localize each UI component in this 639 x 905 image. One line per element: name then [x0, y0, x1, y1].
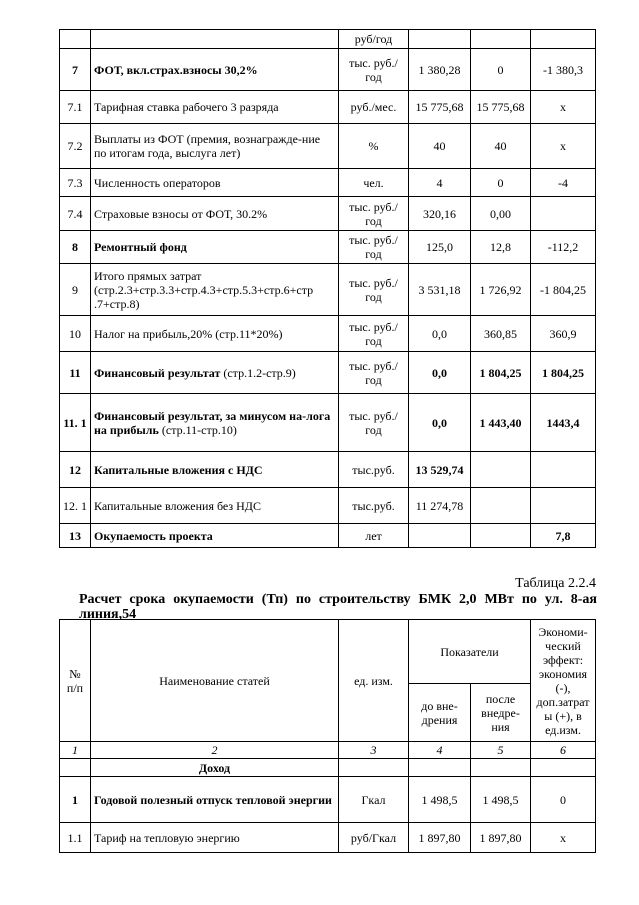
row-after — [471, 524, 531, 548]
section-blank — [409, 759, 471, 777]
row-name — [91, 169, 339, 197]
row-name-text: Окупаемость проекта — [94, 528, 213, 543]
row-unit: тыс. руб./год — [339, 197, 409, 231]
row-after — [471, 30, 531, 49]
row-before: 13 529,74 — [409, 452, 471, 488]
row-name-text: ФОТ, вкл.страх.взносы 30,2% — [94, 62, 258, 77]
row-after: 360,85 — [471, 316, 531, 352]
row-name-text: Финансовый результат, за минусом на-лога на прибыль — [94, 408, 331, 437]
row-unit: тыс. руб./год — [339, 394, 409, 452]
row-unit: руб/Гкал — [339, 823, 409, 853]
row-after — [471, 452, 531, 488]
row-num: 11 — [60, 352, 91, 394]
row-unit: тыс. руб./год — [339, 352, 409, 394]
row-name-text: Тарифная ставка рабочего 3 разряда — [94, 100, 279, 114]
row-num: 1 — [60, 777, 91, 823]
row-effect — [531, 197, 596, 231]
row-after: 0 — [471, 49, 531, 91]
row-name — [91, 264, 339, 316]
header-name: Наименование статей — [91, 620, 339, 742]
row-before: 40 — [409, 124, 471, 169]
row-num: 9 — [60, 264, 91, 316]
colnum-4: 4 — [409, 742, 471, 759]
row-num: 13 — [60, 524, 91, 548]
row-after: 1 804,25 — [471, 352, 531, 394]
header-effect: Экономи-ческий эффект: экономия (-), доп.затрат ы (+), в ед.изм. — [531, 620, 596, 742]
row-before — [409, 524, 471, 548]
colnum-5: 5 — [471, 742, 531, 759]
row-unit: тыс. руб./год — [339, 231, 409, 264]
row-num: 7.3 — [60, 169, 91, 197]
header-after: после внедре-ния — [471, 684, 531, 742]
row-name-suffix: (стр.1.2-стр.9) — [220, 365, 296, 380]
payback-table-top — [59, 29, 596, 548]
row-after — [471, 488, 531, 524]
row-unit: % — [339, 124, 409, 169]
row-effect — [531, 452, 596, 488]
row-name — [91, 352, 339, 394]
header-indicators: Показатели — [409, 620, 531, 684]
row-unit: тыс. руб./год — [339, 49, 409, 91]
row-unit: тыс.руб. — [339, 488, 409, 524]
row-before: 3 531,18 — [409, 264, 471, 316]
table-row — [60, 169, 596, 197]
row-effect: 1 804,25 — [531, 352, 596, 394]
row-effect — [531, 30, 596, 49]
row-after: 1 498,5 — [471, 777, 531, 823]
row-num — [60, 30, 91, 49]
row-num: 7.4 — [60, 197, 91, 231]
row-unit: Гкал — [339, 777, 409, 823]
row-effect: х — [531, 91, 596, 124]
table-row — [60, 30, 596, 49]
row-effect: -1 804,25 — [531, 264, 596, 316]
row-name — [91, 452, 339, 488]
row-num: 8 — [60, 231, 91, 264]
row-unit: тыс. руб./год — [339, 316, 409, 352]
table-label: Таблица 2.2.4 — [515, 576, 596, 591]
row-name-text: Налог на прибыль,20% (стр.11*20%) — [94, 326, 283, 341]
table-row — [60, 352, 596, 394]
table-row — [60, 264, 596, 316]
row-effect: х — [531, 823, 596, 853]
row-num: 12 — [60, 452, 91, 488]
table-row — [60, 231, 596, 264]
row-name-text: Выплаты из ФОТ (премия, вознагражде-ние по итогам года, выслуга лет) — [94, 132, 321, 160]
table-row — [60, 488, 596, 524]
row-name — [91, 394, 339, 452]
table-row — [60, 197, 596, 231]
header-num: № п/п — [60, 620, 91, 742]
row-name-text: Капитальные вложения без НДС — [94, 498, 261, 513]
table-row — [60, 452, 596, 488]
table-row — [60, 49, 596, 91]
row-effect: -4 — [531, 169, 596, 197]
row-name-text: Итого прямых затрат (стр.2.3+стр.3.3+стр.4.3+стр.5.3+стр.6+стр .7+стр.8) — [94, 268, 314, 311]
row-unit: тыс. руб./год — [339, 264, 409, 316]
row-before: 1 498,5 — [409, 777, 471, 823]
section-title: Доход — [91, 759, 339, 777]
section-blank — [339, 759, 409, 777]
row-before: 11 274,78 — [409, 488, 471, 524]
table-row — [60, 124, 596, 169]
row-num: 7 — [60, 49, 91, 91]
row-name-text: Годовой полезный отпуск тепловой энергии — [94, 792, 332, 807]
row-unit: лет — [339, 524, 409, 548]
row-before: 15 775,68 — [409, 91, 471, 124]
row-name-suffix: (стр.11-стр.10) — [158, 422, 237, 437]
table-row — [60, 91, 596, 124]
section-blank — [60, 759, 91, 777]
row-name — [91, 124, 339, 169]
row-name-text: Страховые взносы от ФОТ, 30.2% — [94, 206, 268, 221]
row-name-text: Ремонтный фонд — [94, 240, 187, 254]
row-effect: 360,9 — [531, 316, 596, 352]
table-row — [60, 316, 596, 352]
table-row — [60, 777, 596, 823]
row-effect: х — [531, 124, 596, 169]
row-num: 11. 1 — [60, 394, 91, 452]
row-name — [91, 30, 339, 49]
row-effect: -1 380,3 — [531, 49, 596, 91]
row-unit: руб/год — [339, 30, 409, 49]
row-before: 0,0 — [409, 316, 471, 352]
row-after: 15 775,68 — [471, 91, 531, 124]
row-name-text: Численность операторов — [94, 175, 221, 190]
row-num: 7.1 — [60, 91, 91, 124]
row-after: 0 — [471, 169, 531, 197]
row-num: 12. 1 — [60, 488, 91, 524]
table-row — [60, 823, 596, 853]
table-row — [60, 524, 596, 548]
row-name — [91, 316, 339, 352]
row-name — [91, 823, 339, 853]
section-blank — [531, 759, 596, 777]
row-before: 1 897,80 — [409, 823, 471, 853]
row-effect: 1443,4 — [531, 394, 596, 452]
row-before: 125,0 — [409, 231, 471, 264]
row-after: 12,8 — [471, 231, 531, 264]
row-before: 4 — [409, 169, 471, 197]
colnum-1: 1 — [60, 742, 91, 759]
colnum-2: 2 — [91, 742, 339, 759]
row-after: 0,00 — [471, 197, 531, 231]
row-name-text: Капитальные вложения с НДС — [94, 462, 263, 477]
row-num: 7.2 — [60, 124, 91, 169]
row-unit: чел. — [339, 169, 409, 197]
row-name-text: Тариф на тепловую энергию — [94, 830, 240, 845]
colnum-3: 3 — [339, 742, 409, 759]
row-name — [91, 488, 339, 524]
row-before: 1 380,28 — [409, 49, 471, 91]
row-before — [409, 30, 471, 49]
row-unit: руб./мес. — [339, 91, 409, 124]
row-name-text: Финансовый результат — [94, 365, 221, 380]
row-before: 0,0 — [409, 394, 471, 452]
row-effect — [531, 488, 596, 524]
row-name — [91, 197, 339, 231]
header-unit: ед. изм. — [339, 620, 409, 742]
row-name — [91, 524, 339, 548]
row-after: 1 726,92 — [471, 264, 531, 316]
row-before: 0,0 — [409, 352, 471, 394]
table-row — [60, 394, 596, 452]
payback-table-bmk — [59, 619, 596, 853]
row-unit: тыс.руб. — [339, 452, 409, 488]
row-num: 10 — [60, 316, 91, 352]
row-num: 1.1 — [60, 823, 91, 853]
row-before: 320,16 — [409, 197, 471, 231]
row-after: 40 — [471, 124, 531, 169]
row-after: 1 897,80 — [471, 823, 531, 853]
row-effect: 0 — [531, 777, 596, 823]
row-name — [91, 49, 339, 91]
colnum-6: 6 — [531, 742, 596, 759]
row-after: 1 443,40 — [471, 394, 531, 452]
row-name — [91, 777, 339, 823]
row-effect: -112,2 — [531, 231, 596, 264]
row-name — [91, 231, 339, 264]
row-name — [91, 91, 339, 124]
section-blank — [471, 759, 531, 777]
row-effect: 7,8 — [531, 524, 596, 548]
table-title: Расчет срока окупаемости (Тп) по строительству БМК 2,0 МВт по ул. 8-ая линия,54 — [79, 592, 597, 622]
header-before: до вне-дрения — [409, 684, 471, 742]
